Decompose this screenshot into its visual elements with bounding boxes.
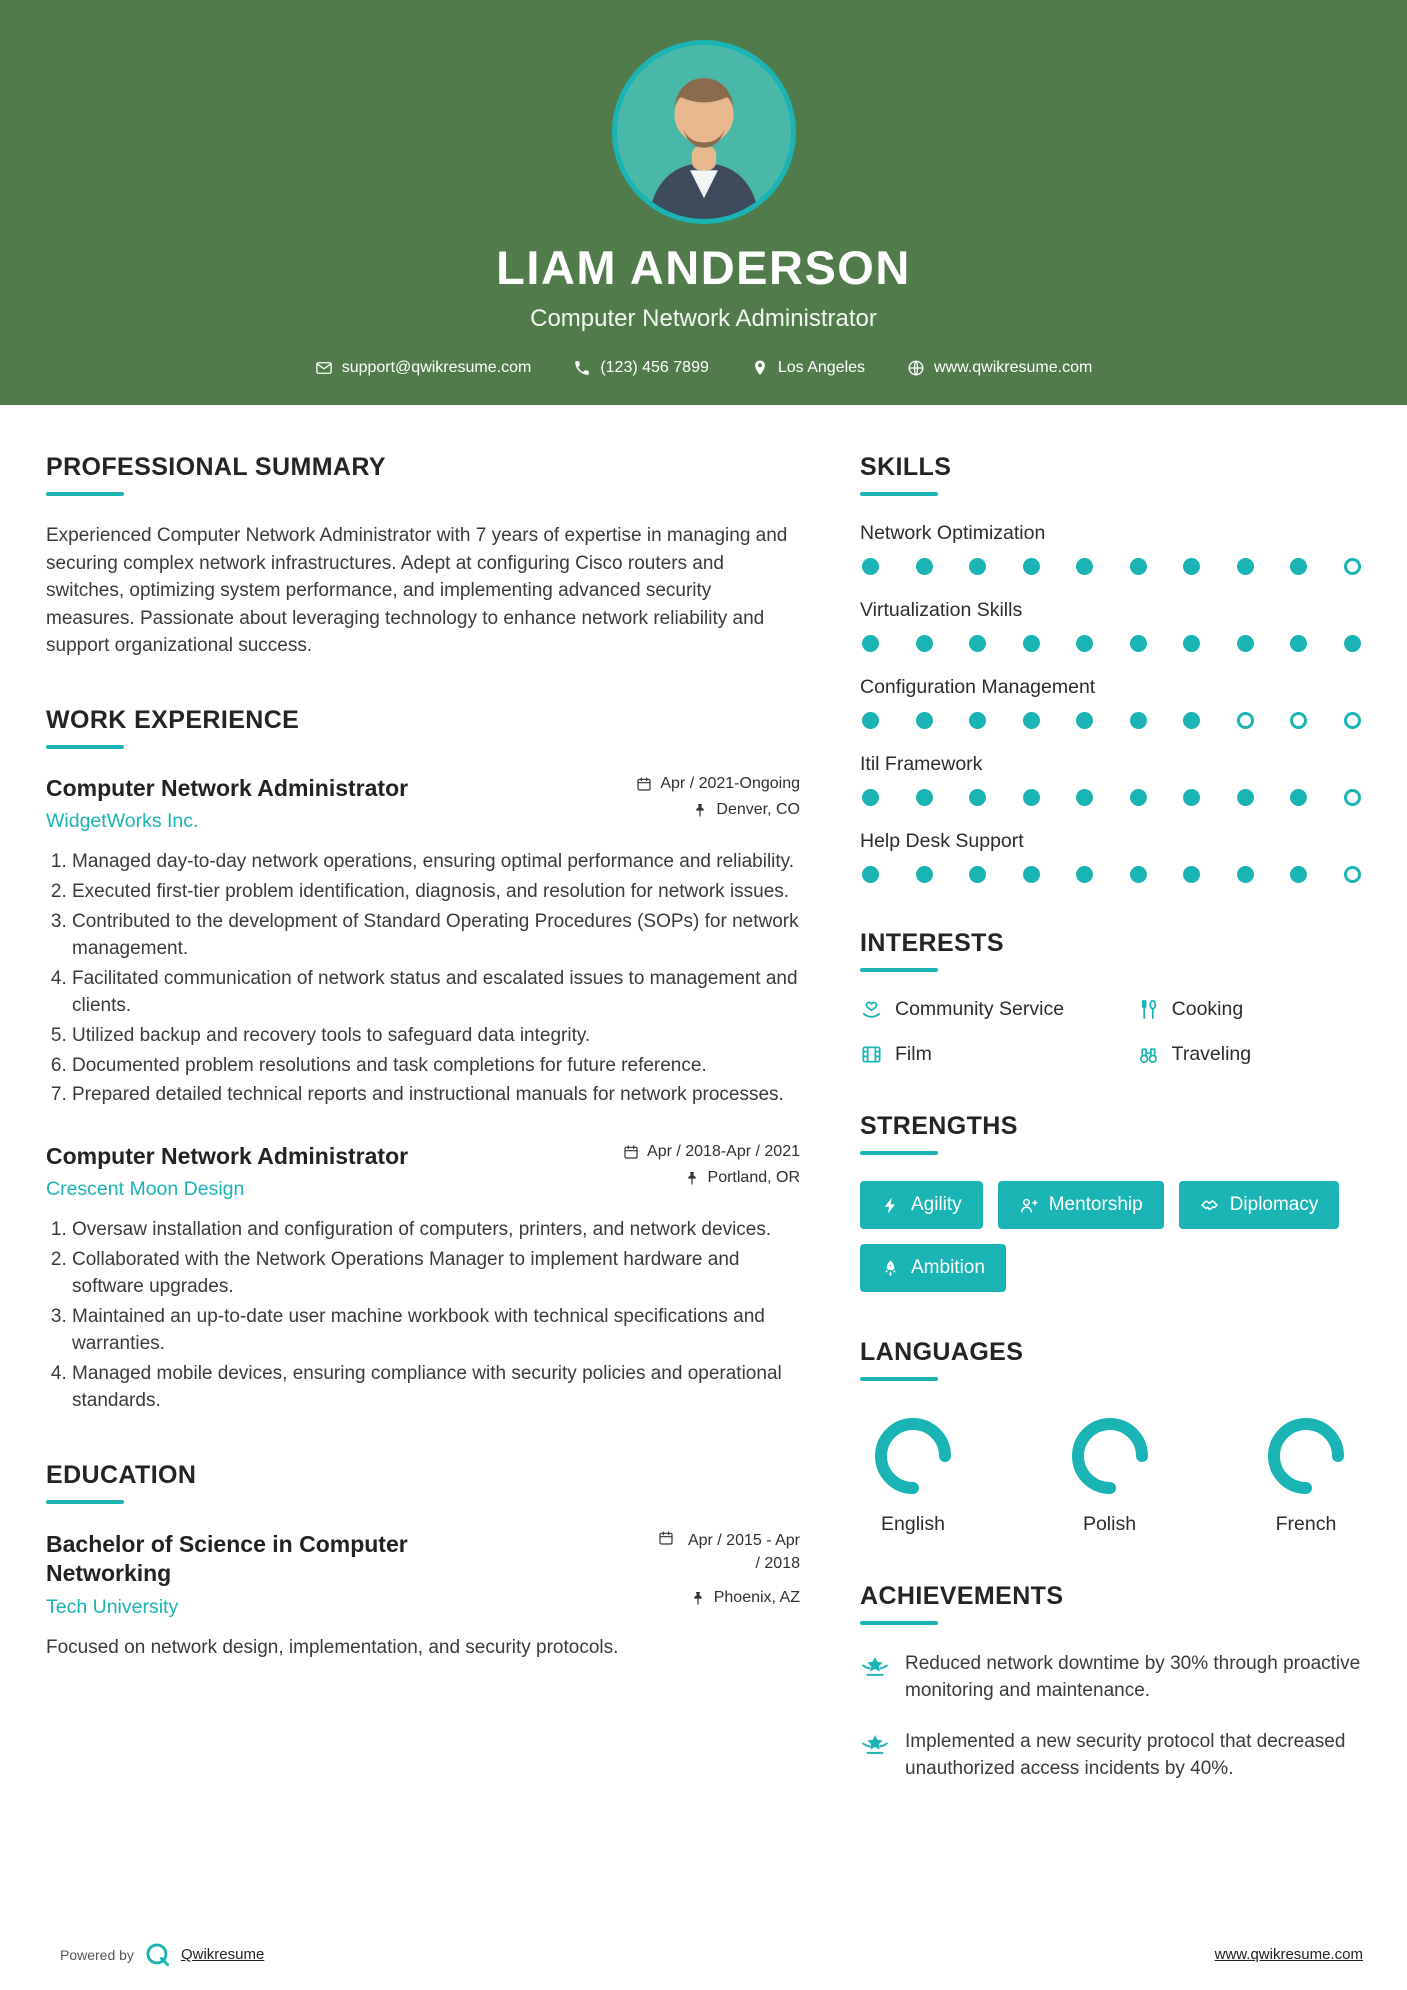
strengths-heading: STRENGTHS: [860, 1112, 1018, 1140]
strength-badge-agility[interactable]: [860, 1181, 983, 1229]
skill-dot: [1076, 712, 1093, 729]
skill-dot: [1183, 635, 1200, 652]
education-header: [46, 1530, 800, 1619]
job-bullet-list: [46, 849, 800, 1110]
job-bullet: 5. Utilized backup and recovery tools to safeguard data integrity.: [72, 1023, 800, 1050]
job-location: [623, 1169, 800, 1187]
education-dates: [658, 1530, 800, 1575]
job-dates-text: Apr / 2021-Ongoing: [660, 774, 800, 792]
skill-dot: [916, 558, 933, 575]
education-title-block: [46, 1530, 486, 1619]
interest-item: [860, 1043, 1137, 1066]
powered-by-label: Powered by: [60, 1946, 134, 1963]
interest-label: Cooking: [1171, 998, 1244, 1020]
achievements-heading: ACHIEVEMENTS: [860, 1582, 1064, 1610]
job-dates: [636, 775, 800, 793]
phone-icon: [573, 359, 591, 377]
handshake-icon: [1200, 1196, 1219, 1215]
job-title-block: [46, 775, 408, 833]
heading-accent-rule: [860, 1151, 938, 1155]
education-location-text: Phoenix, AZ: [713, 1589, 800, 1607]
job-entry: [46, 1143, 800, 1415]
summary-text: Experienced Computer Network Administrator with 7 years of expertise in managing and securing complex network infrastructures. Adept at configuring Cisco routers and switches, optimizing system performance, and implementing advanced security measures. Passionate about leveraging technology to enhance network reliability and support organizational success.: [46, 525, 788, 657]
skill-dot: [969, 712, 986, 729]
experience-heading: WORK EXPERIENCE: [46, 705, 300, 734]
skill-dot: [1237, 712, 1254, 729]
skill-rating: [862, 866, 1361, 883]
skill-dot: [916, 866, 933, 883]
skill-dot: [1290, 712, 1307, 729]
footer-branding: [60, 1941, 264, 1968]
job-bullet: 3. Maintained an up-to-date user machine workbook with technical specifications and warranties.: [72, 1304, 800, 1358]
heading-accent-rule: [860, 492, 938, 496]
skill-dot: [916, 789, 933, 806]
skill-dot: [1023, 558, 1040, 575]
candidate-name: LIAM ANDERSON: [496, 241, 911, 294]
skill-dot: [1130, 789, 1147, 806]
skill-dot: [1183, 866, 1200, 883]
skill-rating: [862, 558, 1361, 575]
skill-dot: [1183, 789, 1200, 806]
skill-dot: [969, 789, 986, 806]
section-experience: [46, 706, 800, 1416]
skill-dot: [862, 789, 879, 806]
skill-dot: [1237, 558, 1254, 575]
skill-dot: [1183, 712, 1200, 729]
job-bullet: 7. Prepared detailed technical reports and instructional manuals for network processes.: [72, 1082, 800, 1109]
language-gauge: [870, 1413, 956, 1499]
left-column: [46, 453, 800, 1829]
achievement-text: Implemented a new security protocol that decreased unauthorized access incidents by 40%.: [905, 1730, 1346, 1779]
contact-website-text: www.qwikresume.com: [934, 359, 1093, 376]
education-note: Focused on network design, implementation, and security protocols.: [46, 1636, 619, 1658]
globe-icon: [907, 359, 925, 377]
job-bullet: 4. Facilitated communication of network status and escalated issues to management and clients.: [72, 966, 800, 1020]
skill-dot: [1344, 712, 1361, 729]
job-location: [636, 801, 800, 819]
contact-email[interactable]: [315, 359, 532, 377]
job-bullet: 2. Executed first-tier problem identification, diagnosis, and resolution for network issues.: [72, 879, 800, 906]
cooking-icon: [1137, 998, 1160, 1021]
skill-label: Network Optimization: [860, 522, 1046, 544]
job-dates-text: Apr / 2018-Apr / 2021: [647, 1143, 800, 1161]
interest-label: Traveling: [1171, 1043, 1252, 1065]
skill-label: Virtualization Skills: [860, 599, 1023, 621]
language-label: English: [881, 1513, 945, 1535]
skill-dot: [1183, 558, 1200, 575]
job-bullet: 4. Managed mobile devices, ensuring compliance with security policies and operational standards.: [72, 1361, 800, 1415]
contact-location: [751, 359, 865, 377]
header-banner: [0, 0, 1407, 405]
job-bullet: 2. Collaborated with the Network Operations Manager to implement hardware and software upgrades.: [72, 1247, 800, 1301]
job-meta: [636, 775, 800, 827]
interest-item: [1137, 1043, 1363, 1066]
interests-grid: [860, 998, 1363, 1066]
skill-dot: [1237, 866, 1254, 883]
job-entry: [46, 775, 800, 1110]
heading-accent-rule: [860, 1377, 938, 1381]
skill-dot: [1130, 635, 1147, 652]
skill-dot: [1130, 558, 1147, 575]
language-label: French: [1275, 1513, 1337, 1535]
pushpin-icon: [690, 1590, 706, 1606]
skill-dot: [1023, 866, 1040, 883]
community-service-icon: [860, 998, 883, 1021]
contact-location-text: Los Angeles: [777, 359, 866, 376]
skill-dot: [1290, 789, 1307, 806]
skill-dot: [1076, 558, 1093, 575]
job-title-block: [46, 1143, 408, 1201]
skill-dot: [916, 712, 933, 729]
job-bullet: 1. Oversaw installation and configuration of computers, printers, and network devices.: [72, 1217, 800, 1244]
skill-dot: [1290, 635, 1307, 652]
contact-email-text: support@qwikresume.com: [341, 359, 532, 376]
education-dates-text: Apr / 2015 - Apr / 2018: [687, 1532, 800, 1572]
strength-label: Ambition: [911, 1257, 985, 1278]
education-meta: [658, 1530, 800, 1615]
candidate-title: Computer Network Administrator: [530, 305, 877, 332]
award-icon: [860, 1731, 890, 1761]
skill-dot: [1130, 866, 1147, 883]
job-location-text: Denver, CO: [716, 800, 800, 818]
skill-rating: [862, 712, 1361, 729]
rocket-icon: [881, 1259, 900, 1278]
job-title: Computer Network Administrator: [46, 774, 409, 801]
interest-item: [1137, 998, 1363, 1021]
skill-dot: [1344, 635, 1361, 652]
skill-rating: [862, 789, 1361, 806]
skill-dot: [969, 866, 986, 883]
job-company: Crescent Moon Design: [46, 1178, 245, 1201]
section-education: [46, 1461, 800, 1659]
right-column: [860, 453, 1363, 1829]
skill-dot: [862, 866, 879, 883]
skill-dot: [1290, 558, 1307, 575]
footer-website-link[interactable]: www.qwikresume.com: [1214, 1946, 1363, 1963]
pushpin-icon: [692, 802, 708, 818]
skill-dot: [1344, 789, 1361, 806]
heading-accent-rule: [860, 968, 938, 972]
job-bullet: 6. Documented problem resolutions and task completions for future reference.: [72, 1053, 800, 1080]
section-languages: [860, 1338, 1363, 1536]
skill-dot: [1076, 635, 1093, 652]
film-icon: [860, 1043, 883, 1066]
skill-dot: [862, 712, 879, 729]
section-summary: [46, 453, 800, 660]
education-school: Tech University: [46, 1595, 179, 1618]
pushpin-icon: [684, 1170, 700, 1186]
strength-badge-ambition[interactable]: [860, 1244, 1006, 1292]
language-gauge: [1263, 1413, 1349, 1499]
award-icon: [860, 1653, 890, 1683]
interest-label: Film: [895, 1043, 932, 1065]
skills-heading: SKILLS: [860, 453, 952, 481]
section-achievements: [860, 1582, 1363, 1783]
avatar-photo-placeholder: [617, 45, 791, 219]
job-bullet-list: [46, 1217, 800, 1415]
job-bullet: 3. Contributed to the development of Standard Operating Procedures (SOPs) for network management.: [72, 909, 800, 963]
skill-dot: [916, 635, 933, 652]
languages-heading: LANGUAGES: [860, 1338, 1024, 1366]
strength-label: Diplomacy: [1229, 1194, 1319, 1215]
location-pin-icon: [751, 359, 769, 377]
language-item: [870, 1413, 956, 1536]
qwikresume-link[interactable]: Qwikresume: [180, 1946, 265, 1963]
strength-badge-diplomacy[interactable]: [1179, 1181, 1340, 1229]
interest-item: [860, 998, 1137, 1021]
skill-dot: [1130, 712, 1147, 729]
contact-phone-text: (123) 456 7899: [600, 359, 709, 376]
job-dates: [623, 1143, 800, 1161]
calendar-icon: [636, 776, 652, 792]
skill-label: Itil Framework: [860, 753, 983, 775]
avatar: [612, 40, 796, 224]
skill-dot: [1023, 712, 1040, 729]
language-item: [1067, 1413, 1153, 1536]
heading-accent-rule: [46, 1500, 124, 1504]
languages-list: [860, 1407, 1363, 1536]
language-label: Polish: [1082, 1513, 1137, 1535]
job-title: Computer Network Administrator: [46, 1143, 409, 1170]
skill-dot: [1237, 635, 1254, 652]
language-item: [1263, 1413, 1349, 1536]
education-degree: Bachelor of Science in Computer Networking: [46, 1531, 408, 1586]
contact-website[interactable]: [907, 359, 1092, 377]
job-header: [46, 775, 800, 833]
education-heading: EDUCATION: [46, 1461, 197, 1490]
skill-dot: [969, 635, 986, 652]
interests-heading: INTERESTS: [860, 929, 1004, 957]
skill-label: Help Desk Support: [860, 830, 1024, 852]
skill-dot: [1076, 789, 1093, 806]
skill-dot: [1237, 789, 1254, 806]
education-location: [658, 1589, 800, 1607]
lightning-icon: [881, 1196, 900, 1215]
calendar-icon: [623, 1144, 639, 1160]
interest-label: Community Service: [895, 998, 1065, 1020]
heading-accent-rule: [860, 1621, 938, 1625]
contact-row: [0, 359, 1407, 377]
skill-dot: [862, 558, 879, 575]
envelope-icon: [315, 359, 333, 377]
language-gauge: [1067, 1413, 1153, 1499]
job-bullet: 1. Managed day-to-day network operations, ensuring optimal performance and reliability.: [72, 849, 800, 876]
summary-heading: PROFESSIONAL SUMMARY: [46, 453, 386, 481]
job-meta: [623, 1143, 800, 1195]
skill-dot: [1344, 558, 1361, 575]
content-columns: [0, 405, 1407, 1829]
section-interests: [860, 929, 1363, 1066]
job-header: [46, 1143, 800, 1201]
strength-badge-mentorship[interactable]: [998, 1181, 1164, 1229]
skill-dot: [862, 635, 879, 652]
strength-label: Mentorship: [1048, 1194, 1143, 1215]
heading-accent-rule: [46, 745, 124, 749]
skill-dot: [969, 558, 986, 575]
skill-dot: [1023, 789, 1040, 806]
skill-rating: [862, 635, 1361, 652]
heading-accent-rule: [46, 492, 124, 496]
calendar-icon: [658, 1530, 674, 1546]
job-location-text: Portland, OR: [707, 1169, 800, 1187]
strength-label: Agility: [911, 1194, 962, 1215]
mentorship-icon: [1019, 1196, 1038, 1215]
achievement-text: Reduced network downtime by 30% through proactive monitoring and maintenance.: [905, 1653, 1361, 1701]
section-skills: [860, 453, 1363, 883]
skill-dot: [1344, 866, 1361, 883]
traveling-icon: [1137, 1043, 1160, 1066]
qwikresume-logo-icon: [144, 1941, 171, 1968]
skill-dot: [1076, 866, 1093, 883]
strengths-list: [860, 1181, 1363, 1292]
job-company: WidgetWorks Inc.: [46, 809, 199, 832]
skill-dot: [1290, 866, 1307, 883]
footer: [60, 1941, 1363, 1968]
section-strengths: [860, 1112, 1363, 1292]
skill-dot: [1023, 635, 1040, 652]
achievement-item: [860, 1651, 1363, 1705]
achievement-item: [860, 1729, 1363, 1783]
skill-label: Configuration Management: [860, 676, 1096, 698]
contact-phone[interactable]: [573, 359, 709, 377]
